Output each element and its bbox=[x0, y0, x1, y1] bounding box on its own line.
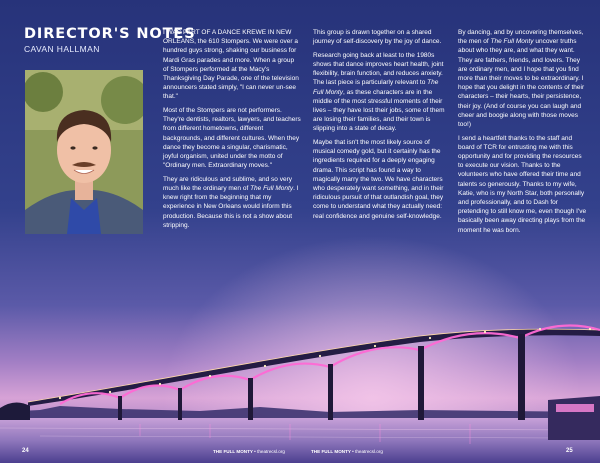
paragraph: This group is drawn together on a shared journey of self-discovery by the joy of dance. bbox=[313, 29, 442, 46]
show-title-italic: The Full Monty bbox=[313, 79, 439, 96]
footer-right: THE FULL MONTY • theatrecsl.org bbox=[311, 449, 383, 454]
author-byline: CAVAN HALLMAN bbox=[24, 44, 100, 54]
footer-left: THE FULL MONTY • theatrecsl.org bbox=[213, 449, 285, 454]
page-number-right: 25 bbox=[566, 448, 573, 454]
page-title: DIRECTOR'S NOTES bbox=[24, 26, 196, 42]
show-title-italic: The Full Monty bbox=[490, 38, 534, 46]
paragraph: I send a heartfelt thanks to the staff and board of TCR for entrusting me with this opportunity and for providing the resources to execute our vision. Thanks to the volunteers who have offered their time and talents so generously. Thanks to my wife, Katie, who is my North Star, both personally and professionally, and to Dash for pretending to still know me, even though I've basically been away directing plays from the moment he was born. bbox=[458, 134, 587, 234]
paragraph: They are ridiculous and sublime, and so very much like the ordinary men of The Full Monty. I knew right from the beginning that my experience in New Orleans would inform this production. Because this is not a show about stripping. bbox=[163, 175, 299, 229]
page-header bbox=[24, 26, 196, 54]
paragraph: I WAS PART OF A DANCE KREWE IN NEW ORLEANS, the 610 Stompers. We were over a hundred guys strong, shaking our business for Mardi Gras parades and more. When a group of Stompers performed at the Macy's Thanksgiving Day Parade, one of the television announcers stated simply, "I can never un-see that." bbox=[163, 29, 299, 101]
paragraph: Most of the Stompers are not performers. They're dentists, realtors, lawyers, and teachers from different hometowns, different backgrounds, and different cultures. When they dance they become a singular, charismatic, joyful organism, united under the motto of "Ordinary men. Extraordinary moves." bbox=[163, 107, 301, 170]
page-number-left: 24 bbox=[22, 448, 29, 454]
paragraph: Maybe that isn't the most likely source of musical comedy gold, but it certainly has the ingredients required for a deeply engaging drama. This script has found a way to magically marry the two. We have characters who desperately want something, and in their ridiculous pursuit of that outlandish goal, they come to understand what they actually need: real confidence and genuine self-knowledge. bbox=[313, 139, 444, 220]
director-portrait bbox=[25, 70, 143, 234]
paragraph: Research going back at least to the 1980s shows that dance improves heart health, joint flexibility, brain function, and reduces anxiety. The last piece is particularly relevant to The Full Monty, as these characters are in the middle of the most stressful moments of their lives – they have lost their jobs, some of them are losing their families, and their town is slipping into a state of decay. bbox=[313, 51, 445, 133]
text-column-2 bbox=[313, 28, 447, 225]
text-column-3 bbox=[458, 28, 588, 239]
text-column-1 bbox=[163, 28, 301, 234]
paragraph: By dancing, and by uncovering themselves, the men of The Full Monty uncover truths about who they are, and what they want. They are fathers, friends, and lovers. They are ordinary men, and I hope that you find more than their moves to be extraordinary. I hope that you delight in the contents of their characters – their hearts, their persistence, their joy. (And of course you can laugh and cheer and boogie along with those moves too!) bbox=[458, 29, 585, 129]
show-title-italic: The Full Monty bbox=[250, 185, 294, 193]
